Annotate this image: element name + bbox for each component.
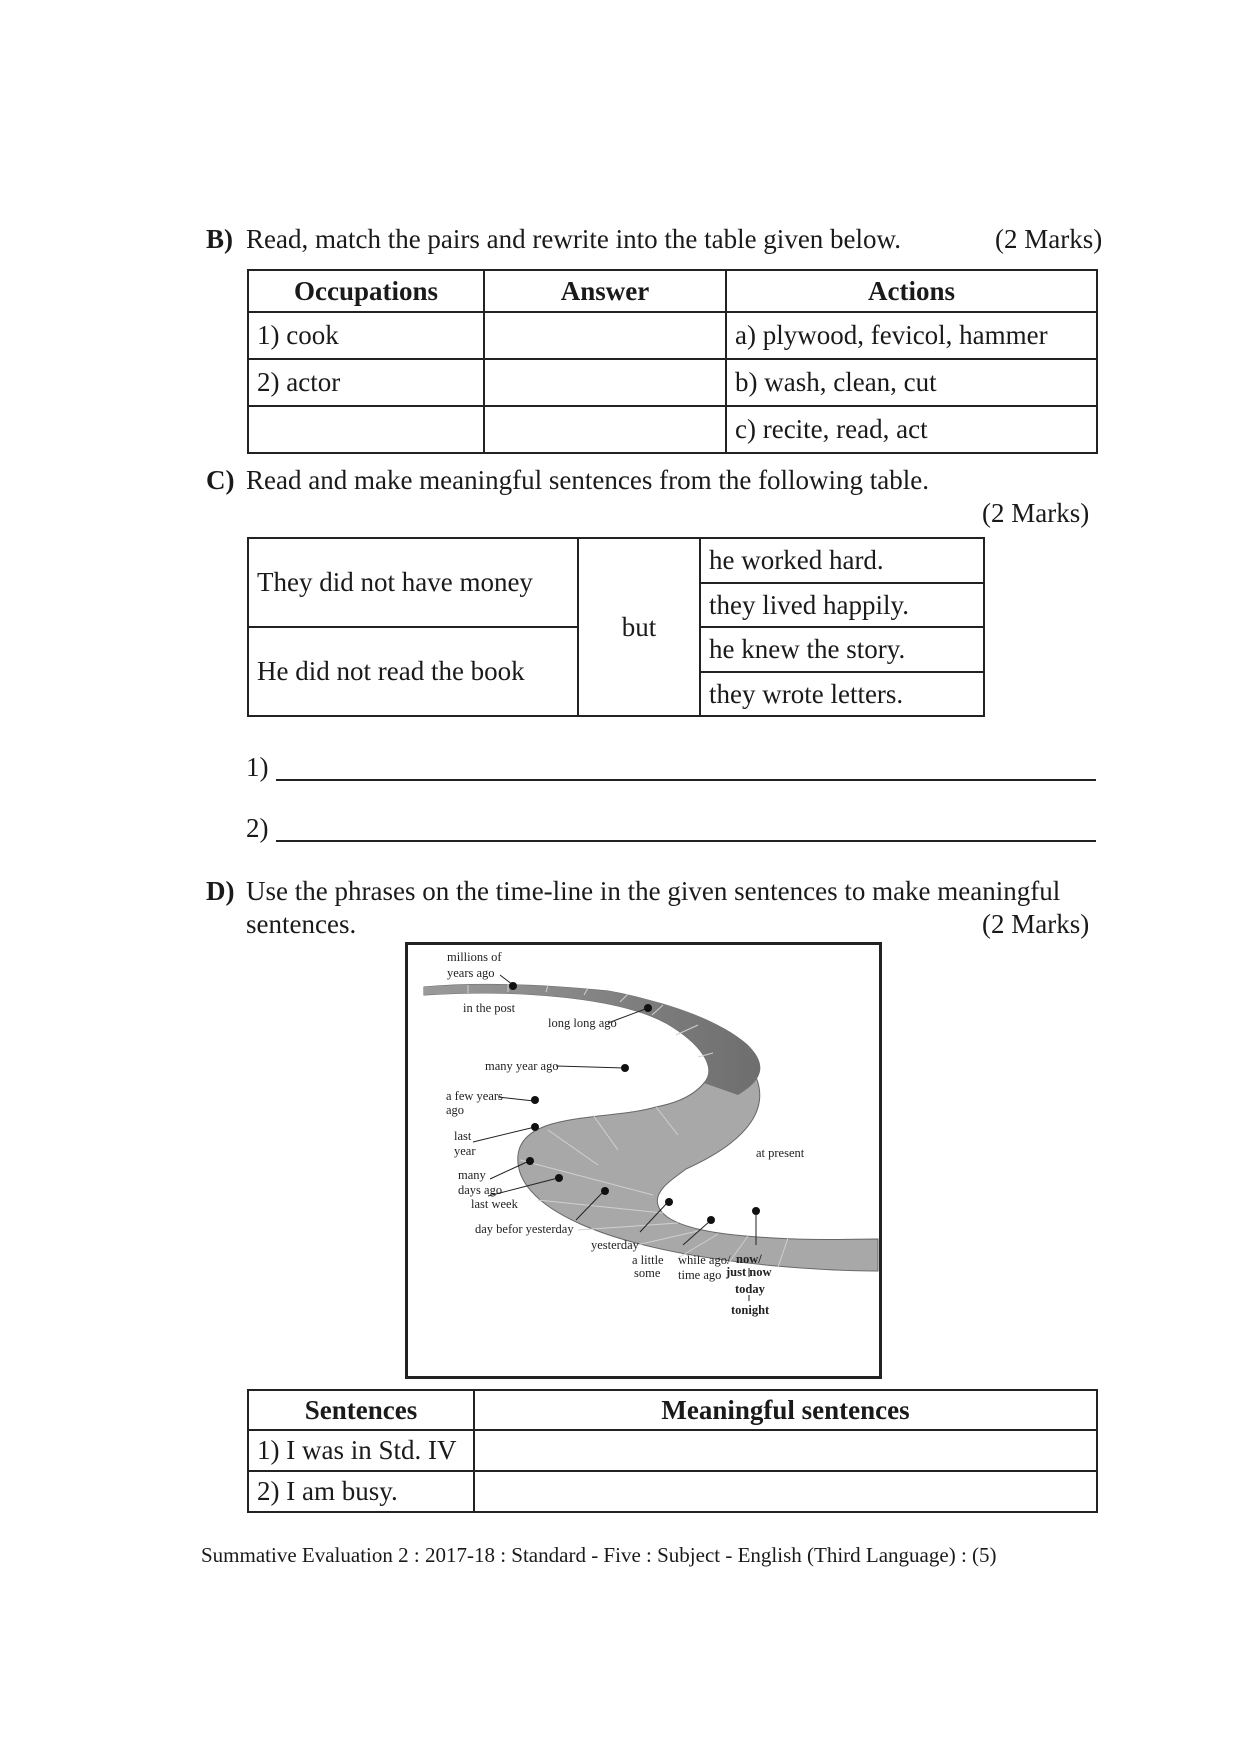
right-phrase-4: they wrote letters. [700,672,984,716]
label-a-little: a little [632,1253,664,1267]
meaningful-sentence-cell[interactable] [474,1471,1097,1512]
label-while-ago: while ago/ [678,1253,731,1267]
section-c-marks: (2 Marks) [982,498,1090,528]
answer-line-label-2: 2) [246,813,269,843]
right-phrase-2: they lived happily. [700,583,984,627]
page-footer: Summative Evaluation 2 : 2017-18 : Standard - Five : Subject - English (Third Language) : (5) [201,1543,997,1567]
label-years-ago: years ago [447,966,495,980]
label-at-present: at present [756,1146,805,1160]
match-table [247,269,1098,454]
occupation-cell: 2) actor [248,359,484,406]
header-meaningful-sentences: Meaningful sentences [474,1390,1097,1430]
label-many: many [458,1168,486,1182]
sentence-cell: 2) I am busy. [248,1471,474,1512]
section-d-label: D) [206,876,235,906]
timeline-figure [405,942,882,1379]
label-last: last [454,1129,472,1143]
table-row [248,312,1097,359]
label-yesterday: yesterday [591,1238,639,1252]
answer-line-label-1: 1) [246,752,269,782]
header-actions: Actions [726,270,1097,312]
header-occupations: Occupations [248,270,484,312]
section-b-marks: (2 Marks) [995,224,1103,254]
label-millions-of: millions of [447,950,502,964]
timeline-road [408,945,879,1376]
label-last-week: last week [471,1197,518,1211]
table-row [248,359,1097,406]
right-phrase-3: he knew the story. [700,627,984,672]
sentence-table [247,537,985,717]
label-in-the-post: in the post [463,1001,516,1015]
sentence-cell: 1) I was in Std. IV [248,1430,474,1471]
section-d-instruction-line1: Use the phrases on the time-line in the given sentences to make meaningful [246,876,1061,906]
conjunction-cell: but [578,538,700,716]
label-year: year [454,1144,476,1158]
answer-cell[interactable] [484,359,726,406]
left-phrase-2: He did not read the book [248,627,578,716]
section-d-instruction-line2: sentences. [246,909,357,939]
label-a-few-years: a few years [446,1089,503,1103]
meaningful-sentence-cell[interactable] [474,1430,1097,1471]
table-row [248,1471,1097,1512]
label-just-now: just now [726,1265,772,1279]
label-many-year-ago: many year ago [485,1059,559,1073]
answer-line-1[interactable] [276,779,1096,781]
label-now: now/ [736,1252,762,1266]
section-b-instruction: Read, match the pairs and rewrite into the table given below. [246,224,902,254]
section-d-marks: (2 Marks) [982,909,1090,939]
label-some: some [634,1266,661,1280]
table-row [248,406,1097,453]
section-c-instruction: Read and make meaningful sentences from the following table. [246,465,930,495]
answer-line-2[interactable] [276,840,1096,842]
header-answer: Answer [484,270,726,312]
label-days-ago: days ago [458,1183,503,1197]
section-b-label: B) [206,224,233,254]
label-day-before-yesterday: day befor yesterday [475,1222,574,1236]
answer-cell[interactable] [484,312,726,359]
action-cell: a) plywood, fevicol, hammer [726,312,1097,359]
label-long-long-ago: long long ago [548,1016,617,1030]
label-tonight: tonight [731,1303,770,1317]
right-phrase-1: he worked hard. [700,538,984,583]
occupation-cell[interactable] [248,406,484,453]
header-sentences: Sentences [248,1390,474,1430]
action-cell: c) recite, read, act [726,406,1097,453]
label-time-ago: time ago [678,1268,722,1282]
occupation-cell: 1) cook [248,312,484,359]
table-row [248,1430,1097,1471]
sentences-table [247,1389,1098,1513]
section-c-label: C) [206,465,235,495]
left-phrase-1: They did not have money [248,538,578,627]
label-ago: ago [446,1103,465,1117]
action-cell: b) wash, clean, cut [726,359,1097,406]
label-today: today [735,1282,765,1296]
answer-cell[interactable] [484,406,726,453]
